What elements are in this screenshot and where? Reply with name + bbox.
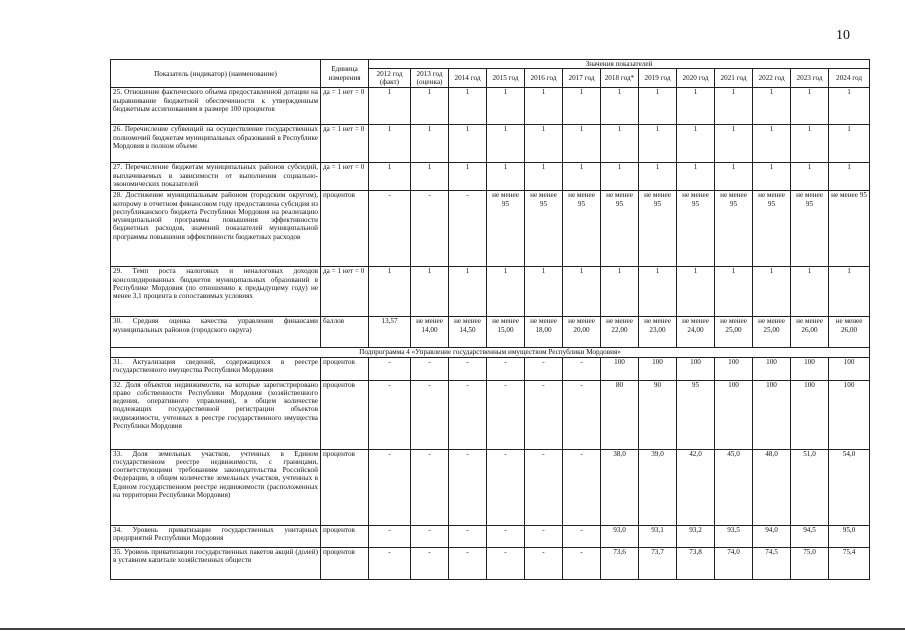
value-cell: 1 — [449, 267, 487, 317]
value-cell: - — [525, 380, 563, 449]
value-cell: 1 — [601, 267, 639, 317]
indicator-name: 33. Доля земельных участков, учтенных в Едином государственном реестре недвижимости, с границами, соответствующими требованиям законодательства Российской Федерации, в общем количестве земельных участков, учтенных в Едином государственном реестре недвижимости (расположенных на территории Республики Мордовия) — [111, 449, 321, 525]
value-cell: 1 — [525, 267, 563, 317]
table-row — [111, 125, 870, 163]
value-cell: 1 — [639, 125, 677, 163]
value-cell: 1 — [829, 88, 870, 125]
value-cell: 1 — [753, 267, 791, 317]
value-cell: 74,0 — [715, 547, 753, 579]
indicator-name: 26. Перечисление субвенций на осуществление государственных полномочий бюджетам муниципальных образований в Республике Мордовия в полном объеме — [111, 125, 321, 163]
value-cell: - — [525, 547, 563, 579]
value-cell: 93,2 — [677, 525, 715, 547]
value-cell: 1 — [791, 267, 829, 317]
value-cell: не менее 95 — [829, 191, 870, 267]
value-cell: не менее 14,00 — [411, 317, 449, 348]
value-cell: - — [449, 191, 487, 267]
value-cell: не менее 95 — [563, 191, 601, 267]
value-cell: - — [449, 525, 487, 547]
value-cell: 1 — [411, 125, 449, 163]
value-cell: 1 — [449, 125, 487, 163]
value-cell: 1 — [369, 163, 411, 191]
indicator-unit: процентов — [321, 525, 369, 547]
value-cell: 100 — [753, 380, 791, 449]
value-cell: - — [487, 525, 525, 547]
table-row — [111, 163, 870, 191]
value-cell: 48,0 — [753, 449, 791, 525]
value-cell: 1 — [601, 125, 639, 163]
value-cell: 100 — [601, 357, 639, 380]
indicator-unit: процентов — [321, 547, 369, 579]
value-cell: не менее 95 — [525, 191, 563, 267]
value-cell: не менее 95 — [601, 191, 639, 267]
indicator-name: 25. Отношение фактического объема предоставленной дотации на выравнивание бюджетной обеспеченности к утвержденным бюджетным ассигнованиям в размере 100 процентов — [111, 88, 321, 125]
value-cell: 1 — [829, 267, 870, 317]
value-cell: 1 — [487, 125, 525, 163]
value-cell: 1 — [677, 267, 715, 317]
value-cell: не менее 26,00 — [829, 317, 870, 348]
header-year: 2023 год — [791, 69, 829, 88]
indicator-name: 30. Средняя оценка качества управления финансами муниципальных районов (городского округа) — [111, 317, 321, 348]
value-cell: 1 — [369, 88, 411, 125]
value-cell: не менее 25,00 — [753, 317, 791, 348]
value-cell: - — [487, 449, 525, 525]
value-cell: - — [563, 547, 601, 579]
value-cell: 100 — [715, 357, 753, 380]
value-cell: не менее 23,00 — [639, 317, 677, 348]
value-cell: 100 — [791, 380, 829, 449]
value-cell: - — [369, 449, 411, 525]
header-indicator: Показатель (индикатор) (наименование) — [111, 60, 321, 88]
value-cell: 1 — [639, 267, 677, 317]
value-cell: 1 — [791, 163, 829, 191]
value-cell: 1 — [601, 163, 639, 191]
value-cell: 1 — [753, 125, 791, 163]
value-cell: - — [449, 449, 487, 525]
value-cell: 1 — [563, 88, 601, 125]
header-year: 2020 год — [677, 69, 715, 88]
indicator-name: 34. Уровень приватизации государственных унитарных предприятий Республики Мордовия — [111, 525, 321, 547]
value-cell: 73,7 — [639, 547, 677, 579]
value-cell: 94,5 — [791, 525, 829, 547]
value-cell: 74,5 — [753, 547, 791, 579]
value-cell: не менее 18,00 — [525, 317, 563, 348]
value-cell: 100 — [639, 357, 677, 380]
value-cell: - — [411, 191, 449, 267]
header-year: 2024 год — [829, 69, 870, 88]
header-year: 2013 год (оценка) — [411, 69, 449, 88]
value-cell: 1 — [791, 88, 829, 125]
header-year: 2021 год — [715, 69, 753, 88]
indicator-unit: процентов — [321, 449, 369, 525]
value-cell: 100 — [715, 380, 753, 449]
value-cell: 75,0 — [791, 547, 829, 579]
value-cell: 100 — [829, 357, 870, 380]
header-year: 2016 год — [525, 69, 563, 88]
header-year: 2017 год — [563, 69, 601, 88]
value-cell: 100 — [829, 380, 870, 449]
subprogram-title: Подпрограмма 4 «Управление государственным имуществом Республики Мордовия» — [111, 348, 870, 357]
value-cell: 1 — [829, 163, 870, 191]
value-cell: 100 — [677, 357, 715, 380]
value-cell: не менее 95 — [639, 191, 677, 267]
indicator-unit: процентов — [321, 357, 369, 380]
value-cell: не менее 20,00 — [563, 317, 601, 348]
indicator-unit: баллов — [321, 317, 369, 348]
value-cell: - — [411, 380, 449, 449]
value-cell: 1 — [487, 88, 525, 125]
indicator-name: 35. Уровень приватизации государственных пакетов акций (долей) в уставном капитале хозяйственных обществ — [111, 547, 321, 579]
value-cell: - — [487, 357, 525, 380]
table-row — [111, 525, 870, 547]
value-cell: 1 — [563, 163, 601, 191]
value-cell: 51,0 — [791, 449, 829, 525]
page-number: 10 — [836, 28, 850, 43]
value-cell: - — [563, 380, 601, 449]
header-year: 2015 год — [487, 69, 525, 88]
value-cell: 1 — [449, 88, 487, 125]
table-row — [111, 267, 870, 317]
indicator-name: 31. Актуализация сведений, содержащихся в реестре государственного имущества Республики Мордовия — [111, 357, 321, 380]
value-cell: 75,4 — [829, 547, 870, 579]
value-cell: - — [411, 525, 449, 547]
value-cell: - — [369, 191, 411, 267]
subprogram-row — [111, 348, 870, 357]
header-year: 2012 год (факт) — [369, 69, 411, 88]
value-cell: - — [369, 380, 411, 449]
value-cell: 1 — [411, 88, 449, 125]
value-cell: 93,5 — [715, 525, 753, 547]
value-cell: 1 — [715, 163, 753, 191]
value-cell: 1 — [715, 125, 753, 163]
value-cell: 45,0 — [715, 449, 753, 525]
header-unit: Единица измерения — [321, 60, 369, 88]
indicator-unit: да = 1 нет = 0 — [321, 88, 369, 125]
value-cell: 73,8 — [677, 547, 715, 579]
header-year: 2018 год* — [601, 69, 639, 88]
indicator-unit: процентов — [321, 191, 369, 267]
header-values-group: Значения показателей — [369, 60, 870, 69]
value-cell: 38,0 — [601, 449, 639, 525]
value-cell: - — [449, 380, 487, 449]
value-cell: 1 — [369, 267, 411, 317]
value-cell: 95,0 — [829, 525, 870, 547]
table-row — [111, 449, 870, 525]
header-year: 2019 год — [639, 69, 677, 88]
table-row — [111, 357, 870, 380]
value-cell: 80 — [601, 380, 639, 449]
page-bottom-edge — [0, 628, 905, 630]
value-cell: не менее 95 — [487, 191, 525, 267]
value-cell: 1 — [715, 267, 753, 317]
value-cell: 1 — [525, 88, 563, 125]
value-cell: 95 — [677, 380, 715, 449]
value-cell: 1 — [487, 267, 525, 317]
value-cell: не менее 95 — [791, 191, 829, 267]
value-cell: - — [411, 357, 449, 380]
value-cell: - — [411, 547, 449, 579]
header-year: 2022 год — [753, 69, 791, 88]
value-cell: 1 — [715, 88, 753, 125]
value-cell: 1 — [525, 163, 563, 191]
indicator-unit: процентов — [321, 380, 369, 449]
value-cell: 1 — [525, 125, 563, 163]
value-cell: - — [563, 449, 601, 525]
value-cell: 1 — [487, 163, 525, 191]
value-cell: 1 — [677, 88, 715, 125]
value-cell: - — [487, 380, 525, 449]
value-cell: 1 — [639, 163, 677, 191]
indicators-table — [110, 59, 870, 580]
value-cell: - — [369, 547, 411, 579]
value-cell: 1 — [601, 88, 639, 125]
value-cell: 1 — [791, 125, 829, 163]
value-cell: 1 — [411, 267, 449, 317]
value-cell: 1 — [563, 267, 601, 317]
value-cell: 93,0 — [601, 525, 639, 547]
value-cell: 42,0 — [677, 449, 715, 525]
indicator-name: 32. Доля объектов недвижимости, на которые зарегистрировано право собственности Республики Мордовия (хозяйственного ведения, оперативного управления), в общем количестве подлежащих государственной регистрации объектов недвижимости, учтенных в реестре государственного имущества Республики Мордовия — [111, 380, 321, 449]
value-cell: 73,6 — [601, 547, 639, 579]
value-cell: 54,0 — [829, 449, 870, 525]
table-row — [111, 88, 870, 125]
value-cell: - — [449, 357, 487, 380]
value-cell: 1 — [369, 125, 411, 163]
value-cell: - — [525, 357, 563, 380]
value-cell: не менее 95 — [715, 191, 753, 267]
value-cell: 93,1 — [639, 525, 677, 547]
value-cell: 1 — [563, 125, 601, 163]
value-cell: - — [369, 357, 411, 380]
indicator-unit: да = 1 нет = 0 — [321, 267, 369, 317]
value-cell: 100 — [791, 357, 829, 380]
value-cell: 1 — [753, 163, 791, 191]
value-cell: 1 — [639, 88, 677, 125]
table-row — [111, 317, 870, 348]
value-cell: 90 — [639, 380, 677, 449]
value-cell: - — [487, 547, 525, 579]
value-cell: 13,57 — [369, 317, 411, 348]
indicator-unit: да = 1 нет = 0 — [321, 125, 369, 163]
value-cell: 1 — [677, 163, 715, 191]
table-row — [111, 547, 870, 579]
header-year: 2014 год — [449, 69, 487, 88]
value-cell: 1 — [753, 88, 791, 125]
value-cell: - — [449, 547, 487, 579]
value-cell: 1 — [449, 163, 487, 191]
value-cell: не менее 25,00 — [715, 317, 753, 348]
table-row — [111, 380, 870, 449]
indicator-name: 27. Перечисление бюджетам муниципальных районов субсидий, выплачиваемых в зависимости от выполнения социально-экономических показателей — [111, 163, 321, 191]
value-cell: не менее 24,00 — [677, 317, 715, 348]
value-cell: не менее 95 — [677, 191, 715, 267]
value-cell: - — [411, 449, 449, 525]
value-cell: не менее 15,00 — [487, 317, 525, 348]
value-cell: - — [525, 525, 563, 547]
value-cell: не менее 14,50 — [449, 317, 487, 348]
table-row — [111, 191, 870, 267]
value-cell: 39,0 — [639, 449, 677, 525]
value-cell: - — [563, 525, 601, 547]
value-cell: не менее 95 — [753, 191, 791, 267]
value-cell: 1 — [411, 163, 449, 191]
indicator-unit: да = 1 нет = 0 — [321, 163, 369, 191]
indicator-name: 29. Темп роста налоговых и неналоговых доходов консолидированных бюджетов муниципальных образований в Республике Мордовия (по отношению к предыдущему году) не менее 3,1 процента в сопоставимых условиях — [111, 267, 321, 317]
value-cell: 1 — [677, 125, 715, 163]
value-cell: не менее 22,00 — [601, 317, 639, 348]
value-cell: 100 — [753, 357, 791, 380]
indicator-name: 28. Достижение муниципальным районом (городским округом), которому в отчетном финансовом году предоставлена субсидия из республиканского бюджета Республики Мордовия на реализацию муниципальной программы повышения эффективности бюджетных расходов, значений показателей муниципальной программы повышения эффективности бюджетных расходов — [111, 191, 321, 267]
value-cell: - — [525, 449, 563, 525]
value-cell: не менее 26,00 — [791, 317, 829, 348]
value-cell: 94,0 — [753, 525, 791, 547]
value-cell: - — [563, 357, 601, 380]
value-cell: - — [369, 525, 411, 547]
value-cell: 1 — [829, 125, 870, 163]
